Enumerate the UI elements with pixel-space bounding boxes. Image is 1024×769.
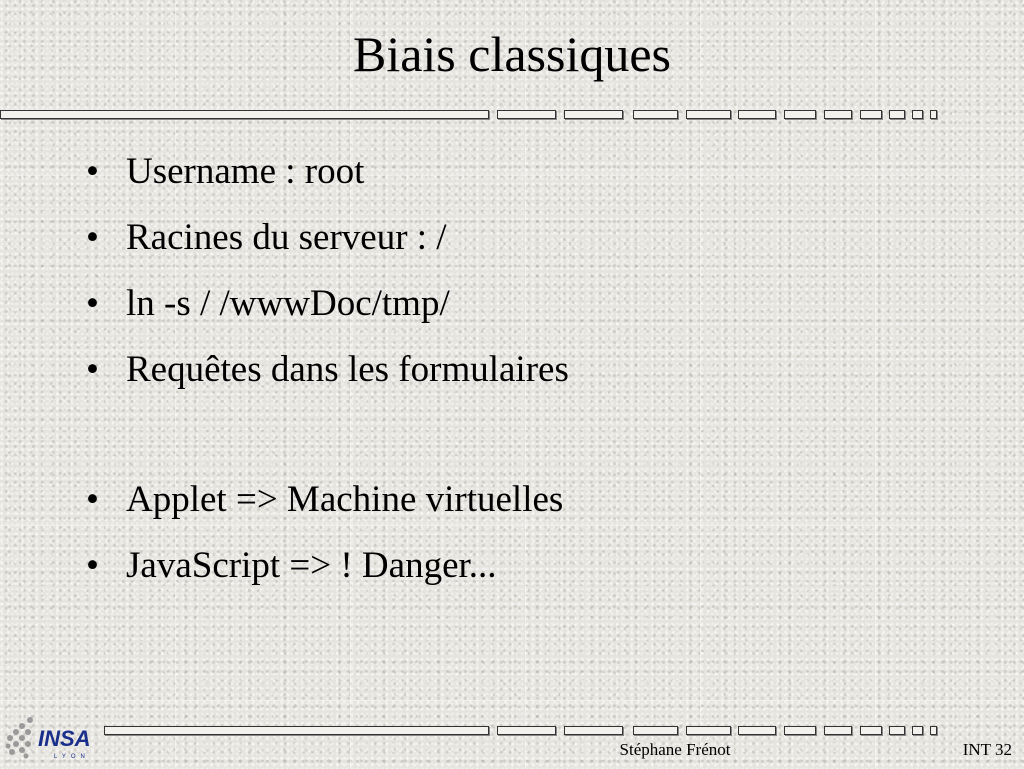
divider-segment — [686, 110, 731, 119]
divider-segment — [824, 110, 852, 119]
divider-segment — [930, 726, 937, 735]
bullet-text: Requêtes dans les formulaires — [126, 349, 569, 390]
slide-title: Biais classiques — [352, 26, 672, 82]
divider-segment — [0, 110, 489, 119]
divider-segment — [738, 110, 776, 119]
bullet-icon: • — [86, 217, 99, 258]
divider-segment — [633, 726, 678, 735]
logo-text: INSA — [38, 726, 91, 751]
insa-logo — [2, 712, 102, 764]
logo-subtext: LYON — [54, 754, 90, 760]
divider-segment — [784, 726, 816, 735]
divider-segment — [824, 726, 852, 735]
divider-segment — [912, 726, 923, 735]
divider-segment — [564, 110, 623, 119]
bullet-text: Username : root — [126, 151, 365, 192]
divider-segment — [633, 110, 678, 119]
divider-segment — [564, 726, 623, 735]
divider-segment — [497, 726, 556, 735]
bullet-text: Racines du serveur : / — [126, 217, 447, 258]
divider-segment — [930, 110, 937, 119]
bullet-icon: • — [86, 479, 99, 520]
divider-segment — [784, 110, 816, 119]
divider-segment — [912, 110, 923, 119]
bullet-text: Applet => Machine virtuelles — [126, 479, 564, 520]
bullet-icon: • — [86, 151, 99, 192]
grid-line — [0, 700, 1024, 701]
bullet-text: ln -s / /wwwDoc/tmp/ — [126, 283, 450, 324]
divider-segment — [497, 110, 556, 119]
divider-segment — [889, 110, 905, 119]
divider-segment — [889, 726, 905, 735]
bullet-icon: • — [86, 283, 99, 324]
insa-logo-icon — [2, 712, 102, 764]
bullet-text: JavaScript => ! Danger... — [126, 545, 497, 586]
divider-segment — [738, 726, 776, 735]
divider-segment — [860, 726, 882, 735]
divider-segment — [860, 110, 882, 119]
divider-segment — [104, 726, 489, 735]
page-number: INT 32 — [962, 740, 1012, 759]
divider-segment — [686, 726, 731, 735]
bullet-icon: • — [86, 545, 99, 586]
bullet-icon: • — [86, 349, 99, 390]
footer-author: Stéphane Frénot — [619, 740, 731, 759]
